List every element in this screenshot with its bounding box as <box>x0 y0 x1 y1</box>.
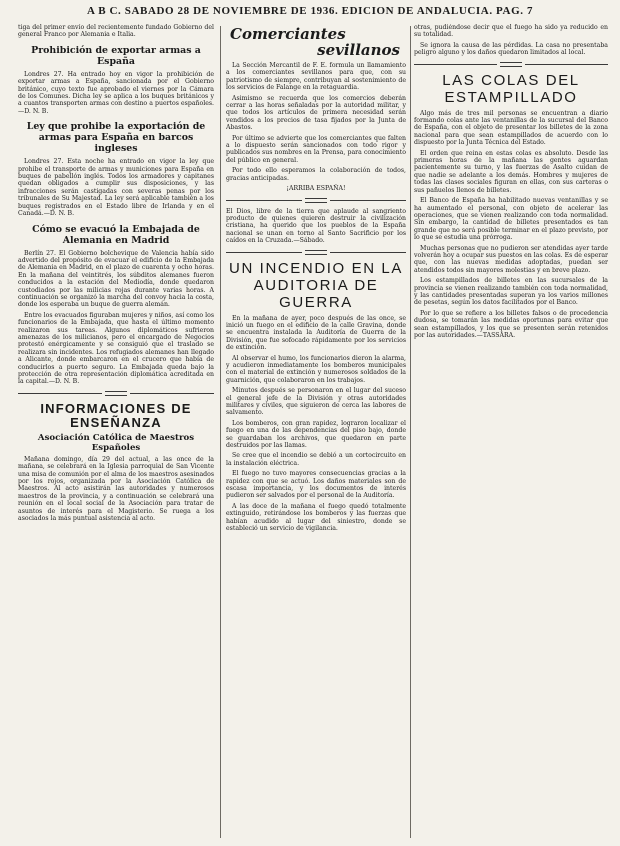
column-1 <box>18 24 214 842</box>
section-divider <box>414 62 608 67</box>
column-2 <box>226 24 406 842</box>
article-paragraph: La Sección Mercantil de F. E. formula un llamamiento a los comerciantes sevillanos para que, con su patriotismo de siempre, contribuyan al sostenimiento de los servicios de Falange en la retaguardia. <box>226 62 406 92</box>
article-paragraph: Por todo ello esperamos la colaboración de todos, gracias anticipadas. <box>226 167 406 182</box>
article-paragraph: Los estampillados de billetes en las sucursales de la provincia se vienen realizando también con toda normalidad, y las cantidades presentadas superan ya los varios millones de pesetas, según los datos facilitados por el Banco. <box>414 277 608 307</box>
article-paragraph: Londres 27. Esta noche ha entrado en vigor la ley que prohibe el transporte de armas y municiones para España en buques de pabellón inglés. Todos los armadores y capitanes quedan obligados a cumplir sus disposiciones, y las infracciones serán castigadas con severas penas por los tribunales de Su Majestad. La ley será aplicable también a los buques registrados en el Estado libre de Irlanda y en el Canadá.—D. N. B. <box>18 158 214 218</box>
article-headline: Ley que prohibe la exportación de armas para España en barcos ingleses <box>26 121 206 155</box>
section-subheadline: Asociación Católica de Maestros Españoles <box>37 432 195 453</box>
article-paragraph: Por lo que se refiere a los billetes falsos o de procedencia dudosa, se tomarán las medidas oportunas para evitar que sean estampillados, y los que se presenten serán retenidos por las autoridades.—TASSARA. <box>414 309 608 339</box>
section-divider <box>226 198 406 203</box>
article-paragraph: Muchas personas que no pudieron ser atendidas ayer tarde volverán hoy a ocupar sus puestos en las colas. Es de esperar que, con las nuevas medidas adoptadas, puedan ser atendidos todos sin mayores molestias y en breve plazo. <box>414 244 608 274</box>
article-paragraph: Mañana domingo, día 29 del actual, a las once de la mañana, se celebrará en la Iglesia parroquial de San Vicente una misa de comunión por el alma de los maestros asesinados por los rojos, organizada por la Asociación Católica de Maestros. Al acto asistirán las autoridades y numerosos maestros de la provincia, y a continuación se celebrará una reunión en el local social de la Asociación para tratar de asuntos de interés para el Magisterio. Se ruega a los asociados la más puntual asistencia al acto. <box>18 455 214 523</box>
article-paragraph: Se cree que el incendio se debió a un cortocircuito en la instalación eléctrica. <box>226 452 406 467</box>
section-divider <box>18 391 214 396</box>
article-paragraph: Londres 27. Ha entrado hoy en vigor la prohibición de exportar armas a España, sancionada por el Gobierno británico, cuyo texto fue aprobado el viernes por la Cámara de los Comunes. Dicha ley se aplica a los buques británicos y a cuantos transporten armas con destino a puertos españoles.—D. N. B. <box>18 70 214 115</box>
article-headline: Cómo se evacuó la Embajada de Alemania en Madrid <box>32 223 200 246</box>
article-paragraph: Minutos después se personaron en el lugar del suceso el general jefe de la División y otras autoridades militares y civiles, que siguieron de cerca las labores de salvamento. <box>226 387 406 417</box>
article-paragraph: Entre los evacuados figuraban mujeres y niños, así como los funcionarios de la Embajada, que hasta el último momento realizaron sus tareas. Algunos diplomáticos sufrieron amenazas de los milicianos, pero el encargado de Negocios protestó enérgicamente y se consiguió que el traslado se realizara sin incidentes. Los refugiados alemanes han llegado a Alicante, donde embarcaron en el crucero que había de conducirlos a puerto seguro. La Embajada queda bajo la protección de otra representación diplomática acreditada en la capital.—D. N. B. <box>18 311 214 386</box>
article-paragraph: En la mañana de ayer, poco después de las once, se inició un fuego en el edificio de la calle Gravina, donde se encuentra instalada la Auditoría de Guerra de la División, que fue sofocado rápidamente por los servicios de extinción. <box>226 314 406 352</box>
article-paragraph: El Banco de España ha habilitado nuevas ventanillas y se ha aumentado el personal, con objeto de acelerar las operaciones, que se vienen realizando con toda normalidad. Sin embargo, la cantidad de billetes presentados es tan grande que no será posible terminar en el plazo previsto, por lo que se estudia una prórroga. <box>414 197 608 242</box>
article-paragraph: Berlín 27. El Gobierno bolchevique de Valencia había sido advertido del propósito de evacuar el edificio de la Embajada de Alemania en Madrid, en el plazo de cuarenta y ocho horas. En la mañana del veintitrés, los súbditos alemanes fueron conducidos a la estación del Mediodía, donde quedaron custodiados por las milicias rojas durante varias horas. A continuación se organizó la marcha del convoy hacia la costa, donde los esperaba un buque de guerra alemán. <box>18 249 214 309</box>
article-paragraph: Al observar el humo, los funcionarios dieron la alarma, y acudieron inmediatamente los bomberos municipales con el material de extinción y numerosos soldados de la guarnición, que colaboraron en los trabajos. <box>226 354 406 384</box>
article-paragraph: Los bomberos, con gran rapidez, lograron localizar el fuego en una de las dependencias del piso bajo, donde se guardaban los archivos, que quedaron en parte destruidos por las llamas. <box>226 419 406 450</box>
article-paragraph: Asimismo se recuerda que los comercios deberán cerrar a las horas señaladas por la autoridad militar, y que todos los artículos de primera necesidad serán vendidos a los precios de tasa fijados por la Junta de Abastos. <box>226 94 406 132</box>
short-note: El Dios, libre de la tierra que aplaude al sangriento producto de quienes quieren destruir la civilización cristiana, ha querido que los pueblos de la España nacional se unan en torno al Santo Sacrificio por los caídos en la Cruzada.—Sábado. <box>226 207 406 245</box>
lead-fragment: otras, pudiéndose decir que el fuego ha sido ya reducido en su totalidad. <box>414 24 608 39</box>
blackletter-headline-line2: sevillanos <box>317 41 400 59</box>
article-paragraph: Por último se advierte que los comerciantes que falten a lo dispuesto serán sancionados con todo rigor y publicados sus nombres en la Prensa, para conocimiento del público en general. <box>226 134 406 164</box>
article-paragraph: A las doce de la mañana el fuego quedó totalmente extinguido, retirándose los bomberos y las fuerzas que habían acudido al lugar del siniestro, donde se estableció un servicio de vigilancia. <box>226 502 406 533</box>
section-headline: INFORMACIONES DE ENSEÑANZA <box>40 400 192 430</box>
article-paragraph: El fuego no tuvo mayores consecuencias gracias a la rapidez con que se actuó. Los daños materiales son de escasa importancia, y los documentos de interés pudieron ser salvados por el personal de la Auditoría. <box>226 470 406 500</box>
page-header: A B C. SABADO 28 DE NOVIEMBRE DE 1936. EDICION DE ANDALUCIA. PAG. 7 <box>86 5 534 17</box>
section-divider <box>226 250 406 255</box>
lead-fragment: Se ignora la causa de las pérdidas. La casa no presentaba peligro alguno y los daños quedaron limitados al local. <box>414 41 608 57</box>
column-rule-1 <box>220 26 221 838</box>
article-paragraph: Algo más de tres mil personas se encuentran a diario formando colas ante las ventanillas de la sucursal del Banco de España, con el objeto de presentar los billetes de la zona nacional para que sean estampillados de acuerdo con lo dispuesto por la Junta Técnica del Estado. <box>414 109 608 147</box>
column-rule-2 <box>410 26 411 838</box>
article-signature: ¡ARRIBA ESPAÑA! <box>286 185 346 193</box>
blackletter-headline-line1: Comerciantes <box>230 25 346 43</box>
article-headline: Prohibición de exportar armas a España <box>31 44 201 67</box>
lead-fragment: tiga del primer envío del recientemente fundado Gobierno del general Franco por Alemania e Italia. <box>18 24 214 39</box>
fire-headline: UN INCENDIO EN LA AUDITORIA DE GUERRA <box>229 259 403 311</box>
article-paragraph: El orden que reina en estas colas es absoluto. Desde las primeras horas de la mañana las gentes aguardan pacientemente su turno, y las fuerzas de Asalto cuidan de que nadie se adelante a los demás. Hombres y mujeres de todas las clases sociales figuran en ellas, con sus carteras o sus pañuelos llenos de billetes. <box>414 149 608 194</box>
queues-headline: LAS COLAS DEL ESTAMPILLADO <box>442 71 580 106</box>
column-3 <box>414 24 608 842</box>
